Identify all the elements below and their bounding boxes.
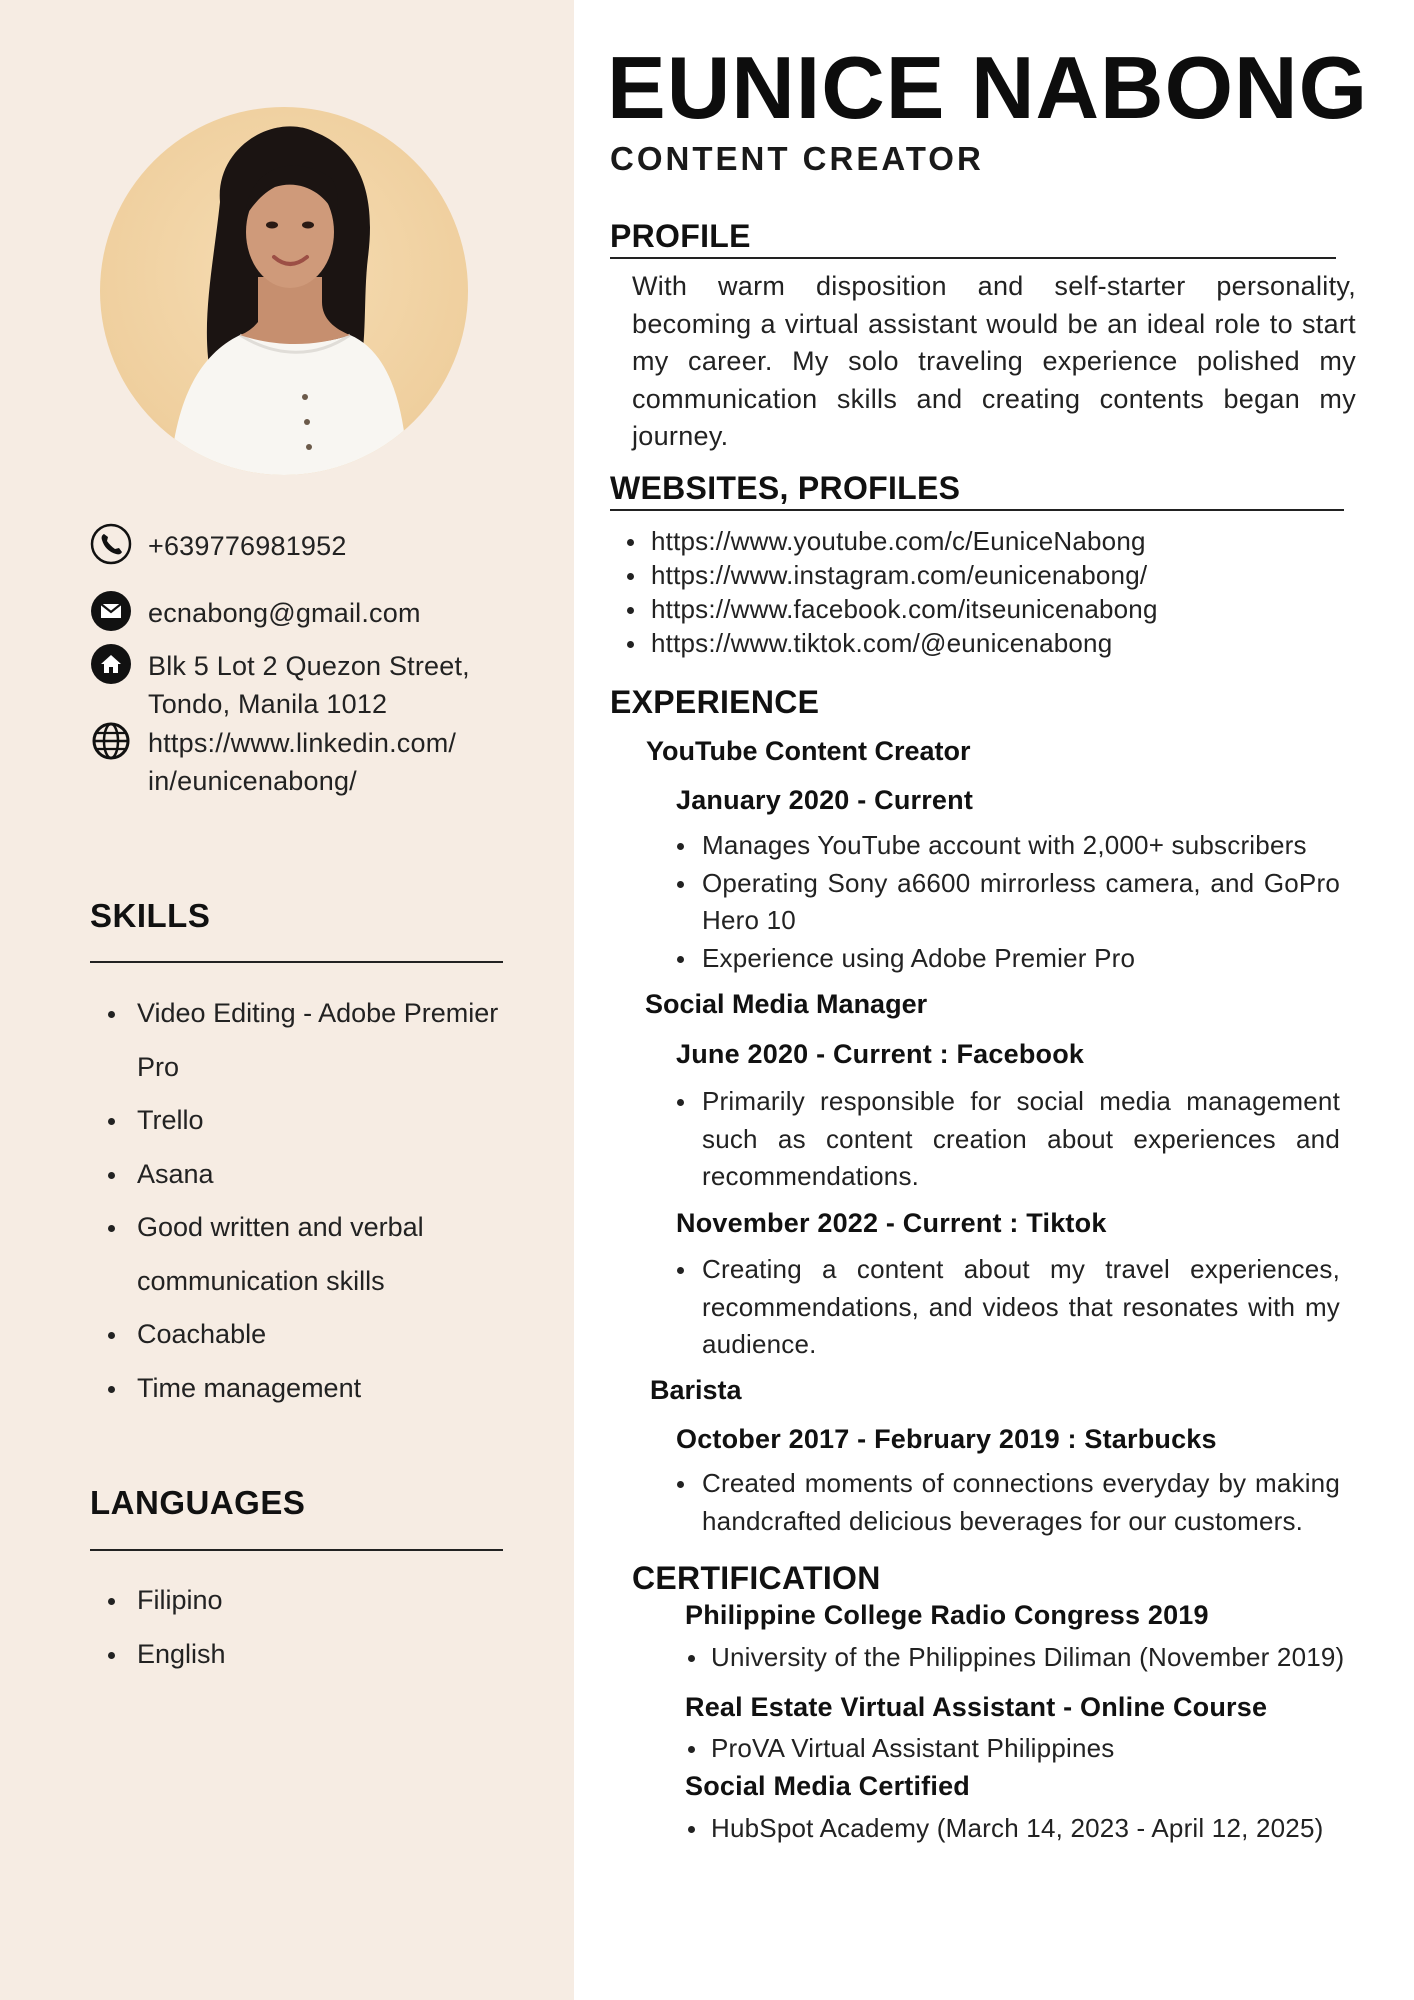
youtube-bullets — [672, 827, 1340, 977]
date-facebook: June 2020 - Current : Facebook — [676, 1039, 1085, 1069]
skills-heading: SKILLS — [90, 897, 211, 934]
role-barista: Barista — [650, 1375, 742, 1405]
cert-title: Real Estate Virtual Assistant - Online Course — [685, 1692, 1268, 1722]
email-icon — [90, 590, 132, 632]
cert-detail-list — [685, 1640, 1344, 1674]
bullet-item: Primarily responsible for social media management such as content creation about experiences and recommendations. — [672, 1083, 1340, 1196]
email-address: ecnabong@gmail.com — [148, 598, 421, 628]
profile-divider — [610, 257, 1336, 259]
skill-item: Video Editing - Adobe Premier — [90, 987, 530, 1041]
website-link-youtube[interactable]: https://www.youtube.com/c/EuniceNabong — [623, 524, 1158, 558]
websites-divider — [610, 509, 1344, 511]
phone-icon — [90, 523, 132, 565]
linkedin-line-1: https://www.linkedin.com/ — [148, 728, 457, 758]
profile-summary: With warm disposition and self-starter personality, becoming a virtual assistant would be an ideal role to start my career. My solo traveling experience polished my communication skills and creating contents began my journey. — [632, 271, 1356, 451]
cert-title: Philippine College Radio Congress 2019 — [685, 1600, 1209, 1630]
contact-phone[interactable] — [90, 527, 530, 565]
address-line-1: Blk 5 Lot 2 Quezon Street, — [148, 651, 470, 681]
tiktok-bullets — [672, 1251, 1340, 1364]
skills-divider — [90, 961, 503, 963]
candidate-name: EUNICE NABONG — [607, 38, 1369, 137]
address-text — [148, 647, 470, 723]
cert-detail: University of the Philippines Diliman (November 2019) — [685, 1640, 1344, 1674]
portrait-illustration — [100, 107, 468, 475]
bullet-item: Manages YouTube account with 2,000+ subscribers — [672, 827, 1340, 865]
profile-photo — [100, 107, 468, 475]
barista-bullets — [672, 1465, 1340, 1540]
contact-email[interactable] — [90, 594, 530, 632]
cert-detail-list — [685, 1811, 1323, 1845]
facebook-bullets — [672, 1083, 1340, 1196]
website-link-facebook[interactable]: https://www.facebook.com/itseunicenabong — [623, 592, 1158, 626]
skill-item: Time management — [90, 1362, 530, 1416]
bullet-item: Creating a content about my travel experiences, recommendations, and videos that resonates with my audience. — [672, 1251, 1340, 1364]
skill-item: communication skills — [137, 1265, 385, 1296]
skill-item: Good written and verbal — [90, 1201, 530, 1255]
home-icon — [90, 643, 132, 685]
cert-detail: ProVA Virtual Assistant Philippines — [685, 1731, 1114, 1765]
website-link-instagram[interactable]: https://www.instagram.com/eunicenabong/ — [623, 558, 1158, 592]
experience-heading: EXPERIENCE — [610, 684, 820, 720]
address-line-2: Tondo, Manila 1012 — [148, 689, 388, 719]
phone-number: +639776981952 — [148, 531, 347, 561]
languages-divider — [90, 1549, 503, 1551]
contact-address — [90, 647, 530, 723]
skill-item: Coachable — [90, 1308, 530, 1362]
cert-title: Social Media Certified — [685, 1771, 970, 1801]
role-social-media-manager: Social Media Manager — [645, 989, 928, 1019]
bullet-item: Experience using Adobe Premier Pro — [672, 940, 1340, 978]
skill-item: Trello — [90, 1094, 530, 1148]
website-link-tiktok[interactable]: https://www.tiktok.com/@eunicenabong — [623, 626, 1158, 660]
websites-heading: WEBSITES, PROFILES — [610, 470, 961, 506]
profile-heading: PROFILE — [610, 218, 751, 254]
role-youtube-creator: YouTube Content Creator — [646, 736, 971, 766]
skills-list — [90, 987, 530, 1415]
bullet-item: Operating Sony a6600 mirrorless camera, and GoPro Hero 10 — [672, 865, 1340, 940]
bullet-item: Created moments of connections everyday by making handcrafted delicious beverages for our customers. — [672, 1465, 1340, 1540]
language-item: Filipino — [90, 1574, 530, 1628]
date-barista: October 2017 - February 2019 : Starbucks — [676, 1424, 1217, 1454]
linkedin-line-2: in/eunicenabong/ — [148, 766, 357, 796]
websites-list — [623, 524, 1158, 660]
language-item: English — [90, 1628, 530, 1682]
globe-icon — [90, 720, 132, 762]
skill-item: Pro — [137, 1051, 180, 1082]
date-tiktok: November 2022 - Current : Tiktok — [676, 1208, 1107, 1238]
cert-detail-list — [685, 1731, 1114, 1765]
contact-linkedin[interactable] — [90, 724, 530, 800]
certification-heading: CERTIFICATION — [632, 1560, 881, 1596]
languages-list — [90, 1574, 530, 1681]
languages-heading: LANGUAGES — [90, 1484, 306, 1521]
date-youtube: January 2020 - Current — [676, 785, 974, 815]
cert-detail: HubSpot Academy (March 14, 2023 - April 12, 2025) — [685, 1811, 1323, 1845]
linkedin-link[interactable] — [148, 724, 456, 800]
job-title: CONTENT CREATOR — [610, 140, 984, 177]
skill-item: Asana — [90, 1148, 530, 1202]
